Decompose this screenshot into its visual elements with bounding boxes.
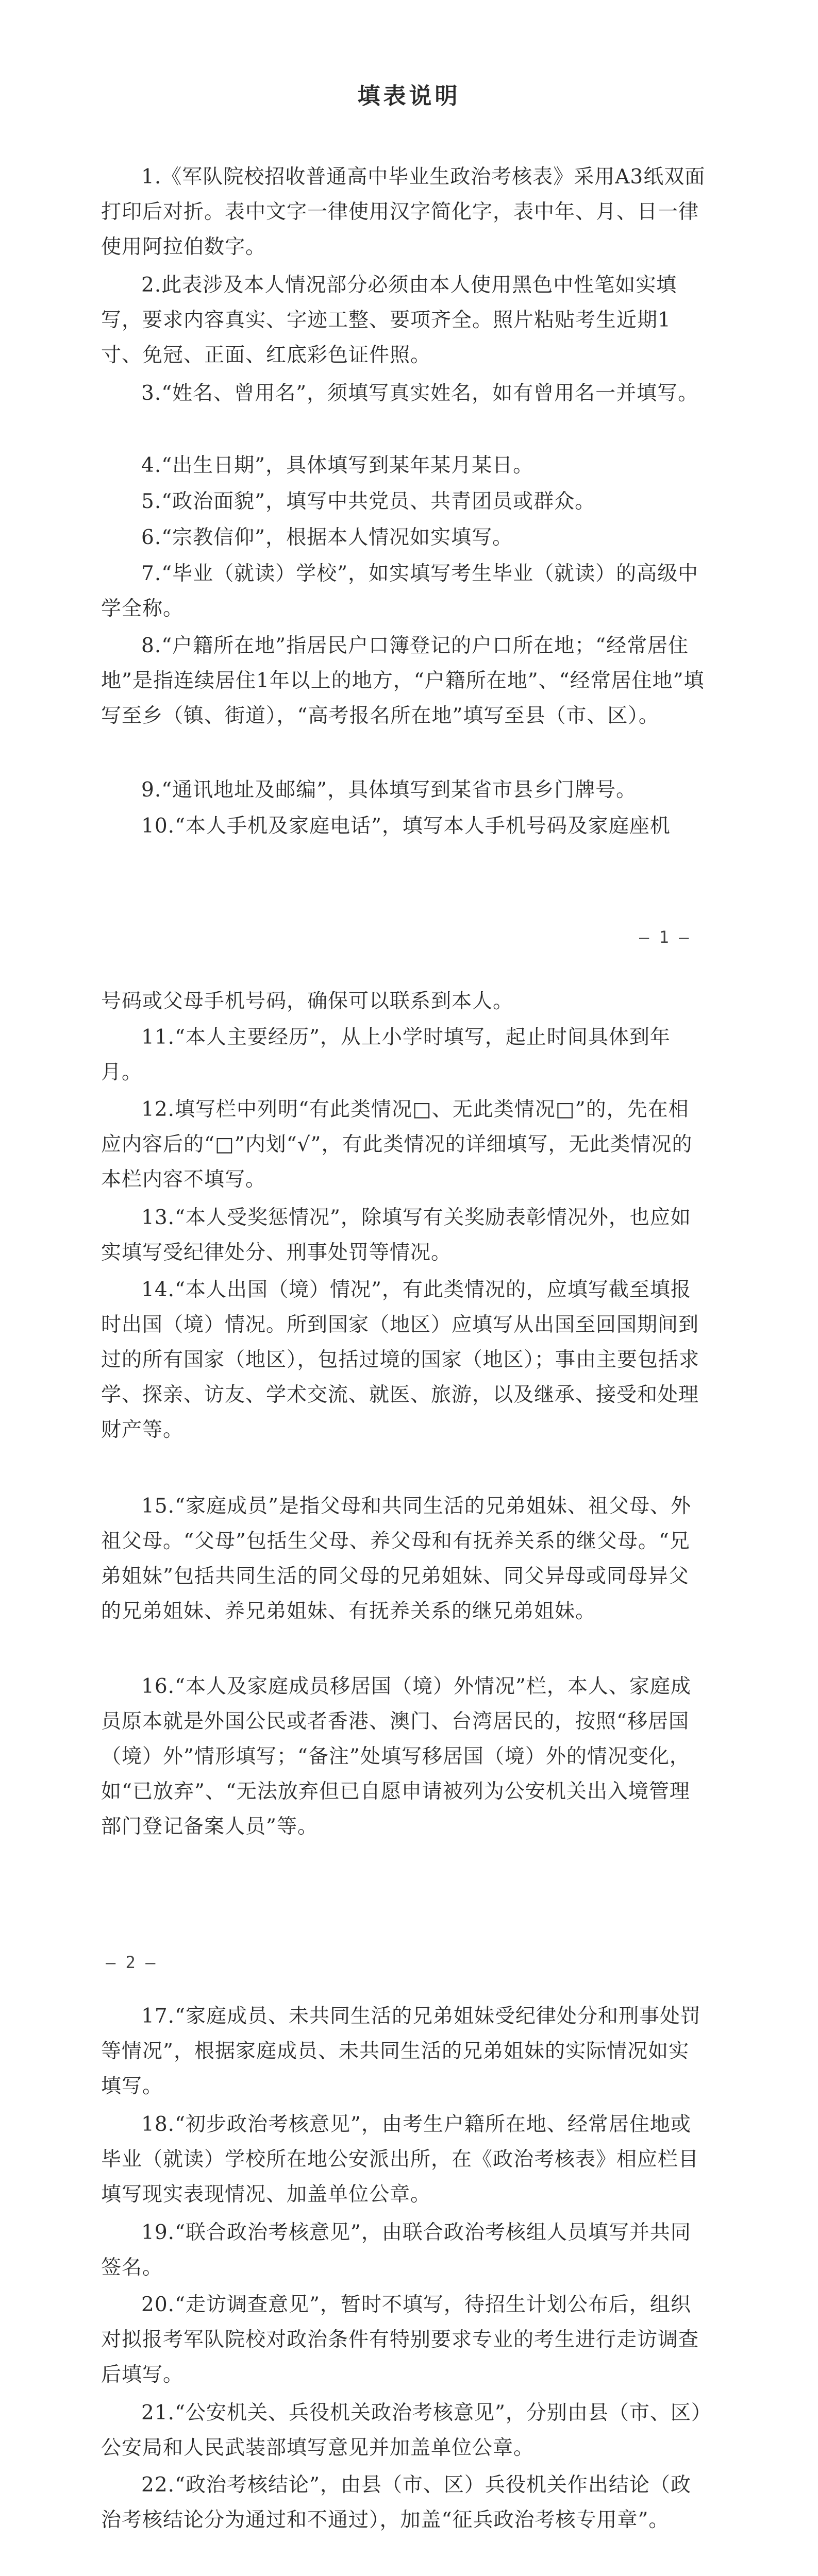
paragraph-18: 18.“初步政治考核意见”，由考生户籍所在地、经常居住地或毕业（就读）学校所在地公安派出所，在《政治考核表》相应栏目填写现实表现情况、加盖单位公章。 — [101, 2113, 699, 2206]
paragraph-10-continued: 号码或父母手机号码，确保可以联系到本人。 — [101, 990, 514, 1013]
paragraph-12: 12.填写栏中列明“有此类情况□、无此类情况□”的，先在相应内容后的“□”内划“√”，有此类情况的详细填写，无此类情况的本栏内容不填写。 — [101, 1098, 693, 1191]
paragraph-14: 14.“本人出国（境）情况”，有此类情况的，应填写截至填报时出国（境）情况。所到国家（地区）应填写从出国至回国期间到过的所有国家（地区），包括过境的国家（地区）；事由主要包括求学、探亲、访友、学术交流、就医、旅游，以及继承、接受和处理财产等。 — [101, 1278, 700, 1442]
page-3 — [0, 1994, 818, 2576]
paragraph-22: 22.“政治考核结论”，由县（市、区）兵役机关作出结论（政治考核结论分为通过和不通过），加盖“征兵政治考核专用章”。 — [101, 2473, 691, 2532]
paragraph-10: 10.“本人手机及家庭电话”，填写本人手机号码及家庭座机 — [141, 815, 671, 838]
paragraph-4: 4.“出生日期”，具体填写到某年某月某日。 — [141, 454, 534, 477]
paragraph-11: 11.“本人主要经历”，从上小学时填写，起止时间具体到年月。 — [101, 1026, 671, 1084]
paragraph-2: 2.此表涉及本人情况部分必须由本人使用黑色中性笔如实填写，要求内容真实、字迹工整、要项齐全。照片粘贴考生近期1寸、免冠、正面、红底彩色证件照。 — [101, 274, 677, 367]
page-number: — 2 — — [106, 1953, 156, 1972]
paragraph-21: 21.“公安机关、兵役机关政治考核意见”，分别由县（市、区）公安局和人民武装部填写意见并加盖单位公章。 — [101, 2401, 702, 2460]
paragraph-13: 13.“本人受奖惩情况”，除填写有关奖励表彰情况外，也应如实填写受纪律处分、刑事处罚等情况。 — [101, 1206, 691, 1264]
paragraph-1: 1.《军队院校招收普通高中毕业生政治考核表》采用A3纸双面打印后对折。表中文字一律使用汉字简化字，表中年、月、日一律使用阿拉伯数字。 — [101, 165, 706, 259]
paragraph-9: 9.“通讯地址及邮编”，具体填写到某省市县乡门牌号。 — [141, 778, 637, 802]
paragraph-17: 17.“家庭成员、未共同生活的兄弟姐妹受纪律处分和刑事处罚等情况”，根据家庭成员、未共同生活的兄弟姐妹的实际情况如实填写。 — [101, 2005, 701, 2098]
paragraph-3: 3.“姓名、曾用名”，须填写真实姓名，如有曾用名一并填写。 — [141, 382, 699, 405]
paragraph-6: 6.“宗教信仰”，根据本人情况如实填写。 — [141, 526, 513, 549]
paragraph-15: 15.“家庭成员”是指父母和共同生活的兄弟姐妹、祖父母、外祖父母。“父母”包括生父母、养父母和有抚养关系的继父母。“兄弟姐妹”包括共同生活的同父母的兄弟姐妹、同父异母或同母异父的兄弟姐妹、养兄弟姐妹、有抚养关系的继兄弟姐妹。 — [101, 1495, 691, 1623]
paragraph-8: 8.“户籍所在地”指居民户口簿登记的户口所在地；“经常居住地”是指连续居住1年以上的地方，“户籍所在地”、“经常居住地”填写至乡（镇、街道），“高考报名所在地”填写至县（市、区）。 — [101, 634, 705, 727]
page-2 — [0, 984, 818, 1994]
page-number: — 1 — — [639, 927, 689, 947]
document-title: 填表说明 — [357, 83, 461, 109]
paragraph-5: 5.“政治面貌”，填写中共党员、共青团员或群众。 — [141, 490, 596, 513]
paragraph-16: 16.“本人及家庭成员移居国（境）外情况”栏，本人、家庭成员原本就是外国公民或者香港、澳门、台湾居民的，按照“移居国（境）外”情形填写；“备注”处填写移居国（境）外的情况变化，如“已放弃”、“无法放弃但已自愿申请被列为公安机关出入境管理部门登记备案人员”等。 — [101, 1675, 691, 1838]
paragraph-7: 7.“毕业（就读）学校”，如实填写考生毕业（就读）的高级中学全称。 — [101, 562, 699, 620]
page-1 — [0, 0, 818, 984]
paragraph-19: 19.“联合政治考核意见”，由联合政治考核组人员填写并共同签名。 — [101, 2221, 691, 2279]
paragraph-20: 20.“走访调查意见”，暂时不填写，待招生计划公布后，组织对拟报考军队院校对政治条件有特别要求专业的考生进行走访调查后填写。 — [101, 2293, 699, 2386]
